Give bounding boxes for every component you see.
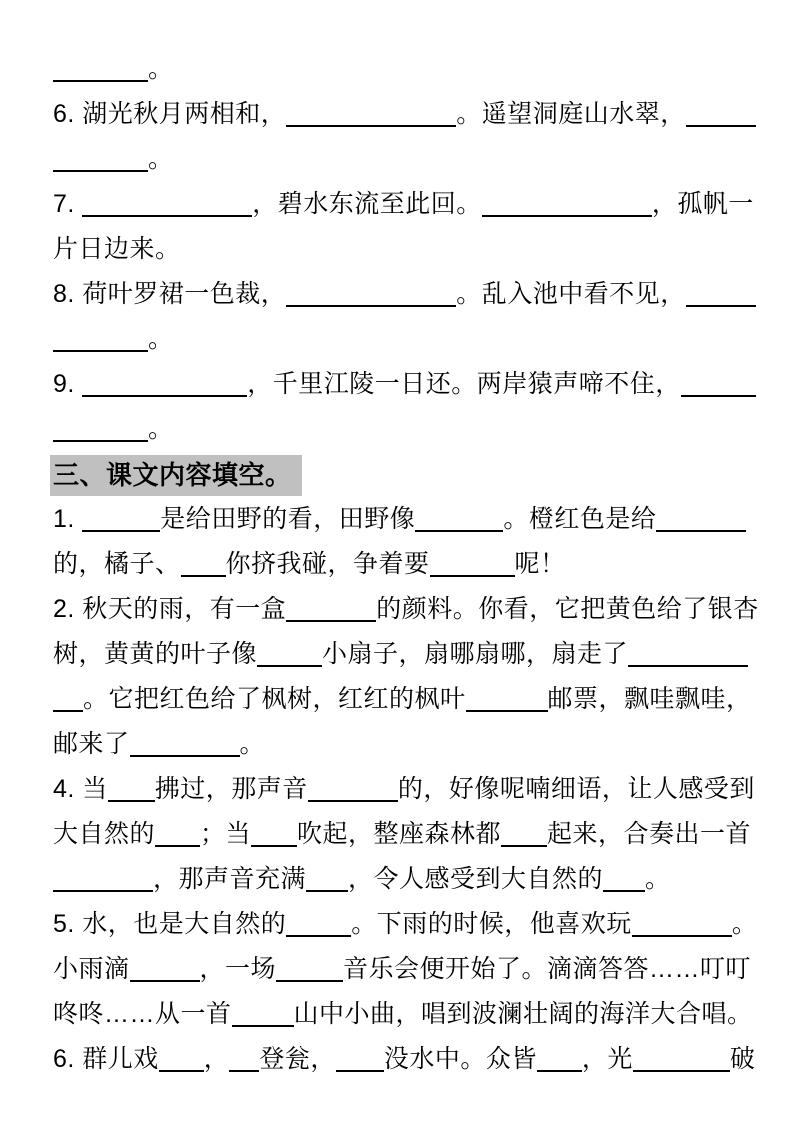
text-line — [53, 92, 745, 137]
text-segment: 的，好像呢喃细语，让人感受到 — [397, 775, 755, 803]
text-segment: 。 — [731, 910, 758, 938]
text-segment: 的，橘子、 — [53, 550, 181, 578]
text-segment: 小扇子，扇哪扇哪，扇走了 — [322, 640, 629, 668]
text-segment: 5. 水，也是大自然的 — [53, 910, 287, 938]
text-segment: 6. 湖光秋月两相和， — [53, 100, 287, 128]
fill-in-blank — [603, 890, 645, 892]
fill-in-blank — [686, 305, 756, 307]
text-segment: 邮票，飘哇飘哇， — [547, 685, 752, 713]
text-line — [53, 677, 752, 722]
fill-in-blank — [537, 1070, 582, 1072]
fill-in-blank — [82, 395, 247, 397]
text-segment: 山中小曲，唱到波澜壮阔的海洋大合唱。 — [293, 1000, 753, 1028]
text-segment: 。 — [148, 145, 174, 173]
text-segment: 。遥望洞庭山水翠， — [456, 100, 686, 128]
text-segment: 1. — [53, 505, 83, 533]
fill-in-blank — [286, 935, 351, 937]
fill-in-blank — [286, 125, 456, 127]
fill-in-blank — [181, 575, 226, 577]
fill-in-blank — [251, 845, 297, 847]
text-line — [53, 542, 745, 587]
text-line — [53, 767, 755, 812]
text-segment: ，一场 — [199, 955, 277, 983]
text-line — [53, 407, 745, 452]
text-segment: 2. 秋天的雨，有一盒 — [53, 595, 287, 623]
text-line — [53, 587, 759, 632]
text-segment: 拂过，那声音 — [154, 775, 308, 803]
fill-in-blank — [656, 530, 746, 532]
fill-in-blank — [415, 530, 503, 532]
text-line — [53, 722, 745, 767]
text-segment: ，碧水东流至此回。 — [252, 190, 482, 218]
fill-in-blank — [482, 215, 652, 217]
text-segment: 音乐会便开始了。滴滴答答……叮叮 — [343, 955, 752, 983]
fill-in-blank — [628, 665, 748, 667]
text-segment: 6. 群儿戏 — [53, 1045, 159, 1073]
text-segment: 你挤我碰，争着要 — [225, 550, 430, 578]
fill-in-blank — [336, 1070, 384, 1072]
fill-in-blank — [686, 125, 756, 127]
fill-in-blank — [430, 575, 515, 577]
text-segment: 咚咚……从一首 — [53, 1000, 232, 1028]
text-segment: 登瓮， — [259, 1045, 336, 1073]
text-segment: 起来，合奏出一首 — [547, 820, 752, 848]
text-segment: 7. — [53, 190, 83, 218]
text-segment: 呢！ — [514, 550, 566, 578]
text-segment: 。乱入池中看不见， — [456, 280, 686, 308]
text-line — [53, 632, 745, 677]
fill-in-blank — [308, 800, 398, 802]
fill-in-blank — [53, 440, 148, 442]
text-line — [53, 497, 745, 542]
text-segment: 4. 当 — [53, 775, 108, 803]
text-segment: ；当 — [200, 820, 252, 848]
fill-in-blank — [155, 845, 200, 847]
text-line — [53, 317, 745, 362]
section-header-line — [53, 452, 745, 497]
text-segment: 。 — [239, 730, 266, 758]
fill-in-blank — [257, 665, 322, 667]
text-segment: 。 — [148, 55, 174, 83]
text-line — [53, 47, 745, 92]
fill-in-blank — [130, 980, 200, 982]
text-line — [53, 992, 753, 1037]
text-line — [53, 227, 745, 272]
fill-in-blank — [130, 755, 240, 757]
fill-in-blank — [286, 305, 456, 307]
text-segment: 。 — [148, 415, 174, 443]
fill-in-blank — [466, 710, 548, 712]
text-segment: ，令人感受到大自然的 — [348, 865, 604, 893]
text-segment: 大自然的 — [53, 820, 156, 848]
text-line — [53, 857, 745, 902]
fill-in-blank — [501, 845, 547, 847]
fill-in-blank — [276, 980, 343, 982]
text-segment: 。它把红色给了枫树，红红的枫叶 — [83, 685, 466, 713]
fill-in-blank — [53, 890, 153, 892]
text-segment: 没水中。众皆 — [383, 1045, 537, 1073]
text-segment: 。橙红色是给 — [503, 505, 657, 533]
text-line — [53, 362, 745, 407]
fill-in-blank — [53, 80, 148, 82]
text-segment: 是给田野的看，田野像 — [160, 505, 416, 533]
text-segment: ，那声音充满 — [153, 865, 307, 893]
section-header: 三、课文内容填空。 — [50, 455, 302, 496]
text-segment: 吹起，整座森林都 — [297, 820, 502, 848]
fill-in-blank — [159, 1070, 204, 1072]
worksheet — [53, 47, 759, 1082]
text-segment: ， — [203, 1045, 230, 1073]
text-line — [53, 812, 752, 857]
text-segment: ，孤帆一 — [651, 190, 754, 218]
fill-in-blank — [232, 1025, 294, 1027]
text-segment: 破 — [729, 1045, 756, 1073]
text-line — [53, 272, 745, 317]
text-segment: 。 — [148, 325, 174, 353]
fill-in-blank — [82, 530, 160, 532]
text-segment: 小雨滴 — [53, 955, 130, 983]
text-segment: 。 — [645, 865, 671, 893]
text-line — [53, 947, 752, 992]
fill-in-blank — [53, 710, 83, 712]
fill-in-blank — [286, 620, 376, 622]
fill-in-blank — [633, 1070, 730, 1072]
text-segment: ，千里江陵一日还。两岸猿声啼不住， — [247, 370, 681, 398]
text-segment: 9. — [53, 370, 83, 398]
fill-in-blank — [632, 935, 732, 937]
text-line — [53, 137, 745, 182]
fill-in-blank — [53, 170, 148, 172]
text-line — [53, 182, 754, 227]
text-segment: 邮来了 — [53, 730, 130, 758]
text-segment: 8. 荷叶罗裙一色裁， — [53, 280, 287, 308]
text-line — [53, 902, 758, 947]
text-segment: ，光 — [581, 1045, 633, 1073]
fill-in-blank — [108, 800, 155, 802]
text-segment: 的颜料。你看，它把黄色给了银杏 — [376, 595, 759, 623]
text-segment: 树，黄黄的叶子像 — [53, 640, 258, 668]
text-line — [53, 1037, 756, 1082]
fill-in-blank — [681, 395, 756, 397]
fill-in-blank — [306, 890, 348, 892]
fill-in-blank — [82, 215, 252, 217]
fill-in-blank — [53, 350, 148, 352]
text-segment: 。下雨的时候，他喜欢玩 — [351, 910, 632, 938]
fill-in-blank — [229, 1070, 259, 1072]
text-segment: 片日边来。 — [53, 235, 181, 263]
